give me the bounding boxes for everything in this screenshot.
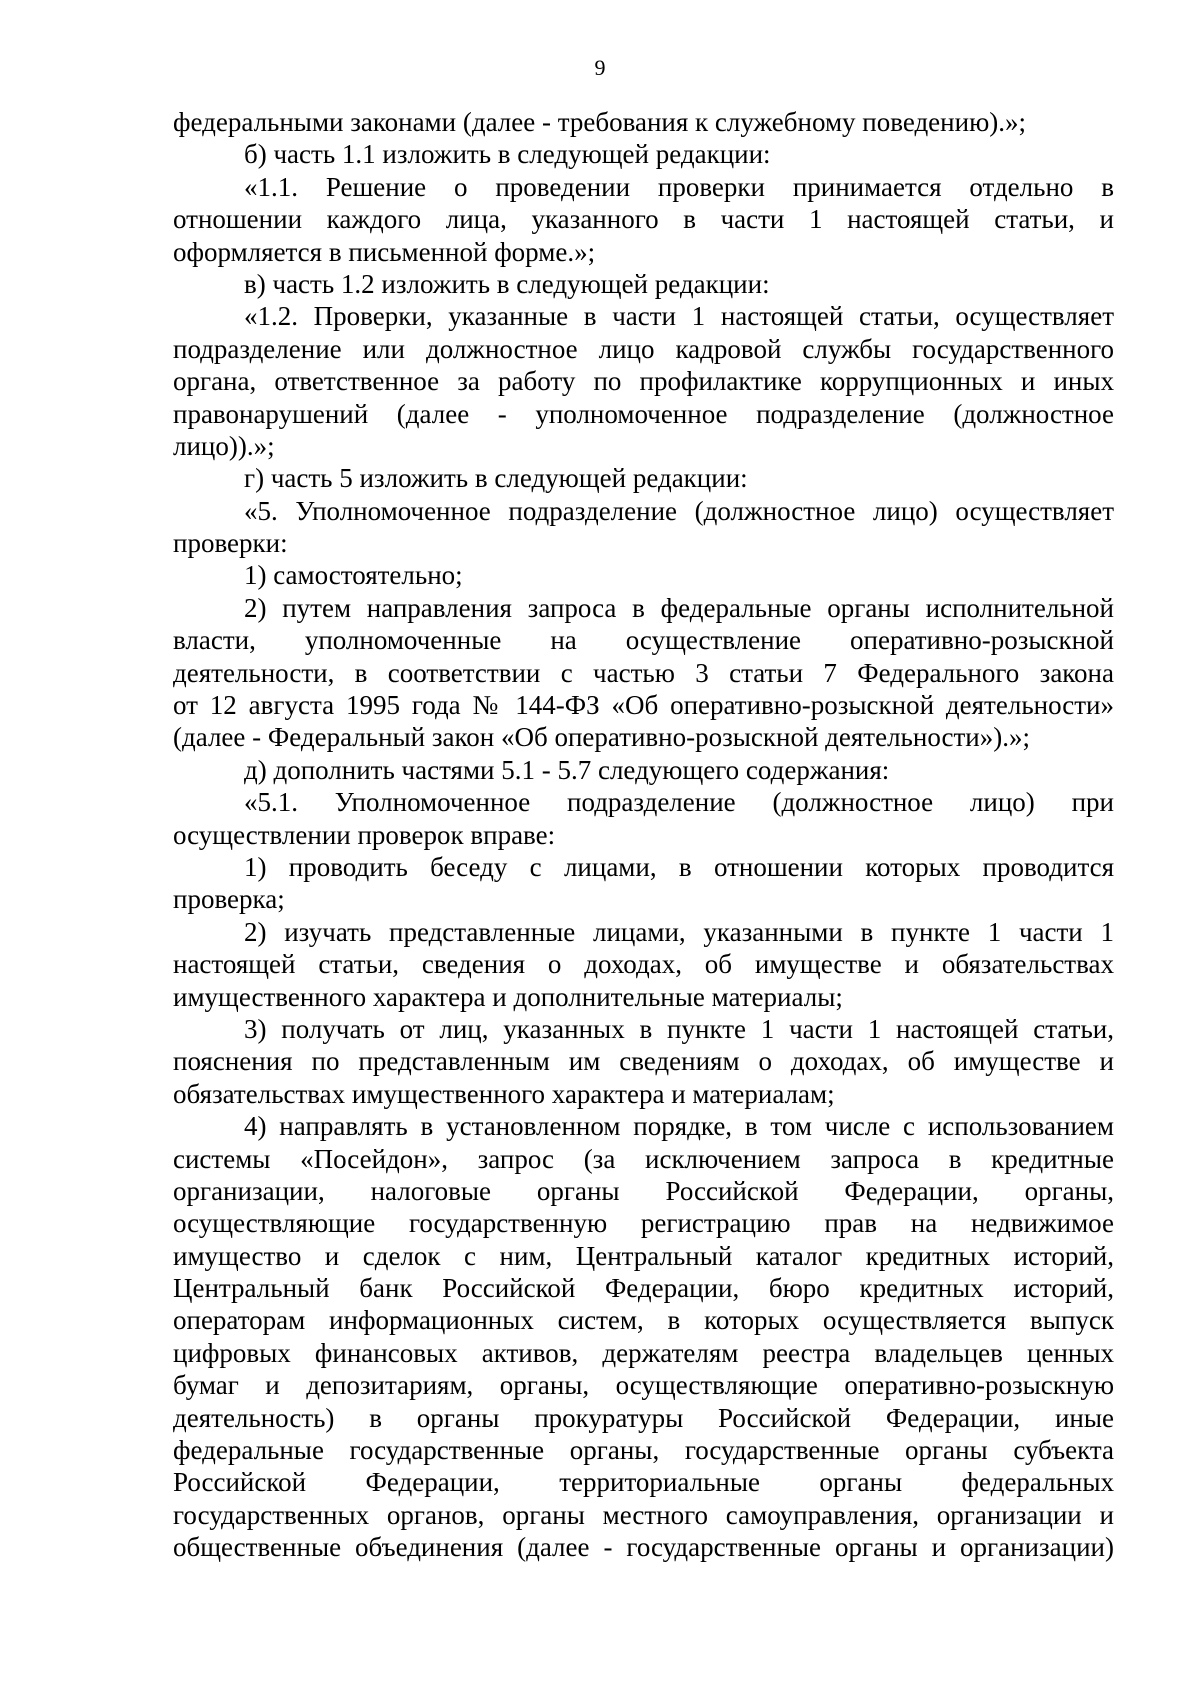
- text-line: отношении каждого лица, указанного в части 1 настоящей статьи, и: [173, 204, 1114, 235]
- text-line: «5.1. Уполномоченное подразделение (должностное лицо) при: [244, 787, 1114, 818]
- text-line: от 12 августа 1995 года № 144-ФЗ «Об оперативно-розыскной деятельности»: [173, 690, 1114, 721]
- text-line: «1.2. Проверки, указанные в части 1 настоящей статьи, осуществляет: [244, 301, 1114, 332]
- text-line: 2) изучать представленные лицами, указанными в пункте 1 части 1: [244, 916, 1114, 947]
- text-line: оформляется в письменной форме.»;: [173, 236, 596, 267]
- text-line: организации, налоговые органы Российской Федерации, органы,: [173, 1175, 1114, 1206]
- text-line: имущественного характера и дополнительные материалы;: [173, 981, 843, 1012]
- text-line: федеральные государственные органы, государственные органы субъекта: [173, 1435, 1114, 1466]
- text-line: в) часть 1.2 изложить в следующей редакции:: [244, 268, 770, 299]
- text-line: г) часть 5 изложить в следующей редакции:: [244, 463, 748, 494]
- text-line: 1) проводить беседу с лицами, в отношении которых проводится: [244, 851, 1114, 882]
- text-line: Центральный банк Российской Федерации, бюро кредитных историй,: [173, 1273, 1114, 1304]
- text-line: операторам информационных систем, в которых осуществляется выпуск: [173, 1305, 1114, 1336]
- text-line: обязательствах имущественного характера и материалам;: [173, 1078, 835, 1109]
- text-line: осуществляющие государственную регистрацию прав на недвижимое: [173, 1208, 1114, 1239]
- text-line: Российской Федерации, территориальные органы федеральных: [173, 1467, 1114, 1498]
- text-line: имущество и сделок с ним, Центральный каталог кредитных историй,: [173, 1240, 1114, 1271]
- text-line: правонарушений (далее - уполномоченное подразделение (должностное: [173, 398, 1114, 429]
- text-line: системы «Посейдон», запрос (за исключением запроса в кредитные: [173, 1143, 1114, 1174]
- document-body: [173, 106, 1114, 1564]
- text-line: проверка;: [173, 884, 285, 915]
- text-line: государственных органов, органы местного самоуправления, организации и: [173, 1499, 1114, 1530]
- text-line: «1.1. Решение о проведении проверки принимается отдельно в: [244, 171, 1114, 202]
- text-line: «5. Уполномоченное подразделение (должностное лицо) осуществляет: [244, 495, 1114, 526]
- text-line: д) дополнить частями 5.1 - 5.7 следующего содержания:: [244, 754, 890, 785]
- text-line: пояснения по представленным им сведениям о доходах, об имуществе и: [173, 1046, 1114, 1077]
- text-line: органа, ответственное за работу по профилактике коррупционных и иных: [173, 366, 1114, 397]
- text-line: 4) направлять в установленном порядке, в том числе с использованием: [244, 1111, 1114, 1142]
- text-line: бумаг и депозитариям, органы, осуществляющие оперативно-розыскную: [173, 1370, 1114, 1401]
- text-line: деятельности, в соответствии с частью 3 статьи 7 Федерального закона: [173, 657, 1114, 688]
- text-line: лицо)).»;: [173, 430, 275, 461]
- text-line: цифровых финансовых активов, держателям реестра владельцев ценных: [173, 1337, 1114, 1368]
- text-line: подразделение или должностное лицо кадровой службы государственного: [173, 333, 1114, 364]
- text-line: общественные объединения (далее - государственные органы и организации): [173, 1532, 1114, 1563]
- text-line: 2) путем направления запроса в федеральные органы исполнительной: [244, 592, 1114, 623]
- text-line: 3) получать от лиц, указанных в пункте 1 части 1 настоящей статьи,: [244, 1013, 1114, 1044]
- text-line: федеральными законами (далее - требования к служебному поведению).»;: [173, 107, 1026, 137]
- text-line: настоящей статьи, сведения о доходах, об имуществе и обязательствах: [173, 949, 1114, 980]
- page-number: 9: [594, 55, 606, 80]
- text-line: проверки:: [173, 528, 288, 559]
- text-line: 1) самостоятельно;: [244, 560, 463, 591]
- text-line: власти, уполномоченные на осуществление оперативно-розыскной: [173, 625, 1114, 656]
- text-line: осуществлении проверок вправе:: [173, 819, 556, 850]
- text-line: (далее - Федеральный закон «Об оперативно-розыскной деятельности»).»;: [173, 722, 1030, 753]
- text-line: б) часть 1.1 изложить в следующей редакции:: [244, 139, 771, 170]
- text-line: деятельность) в органы прокуратуры Российской Федерации, иные: [173, 1402, 1114, 1433]
